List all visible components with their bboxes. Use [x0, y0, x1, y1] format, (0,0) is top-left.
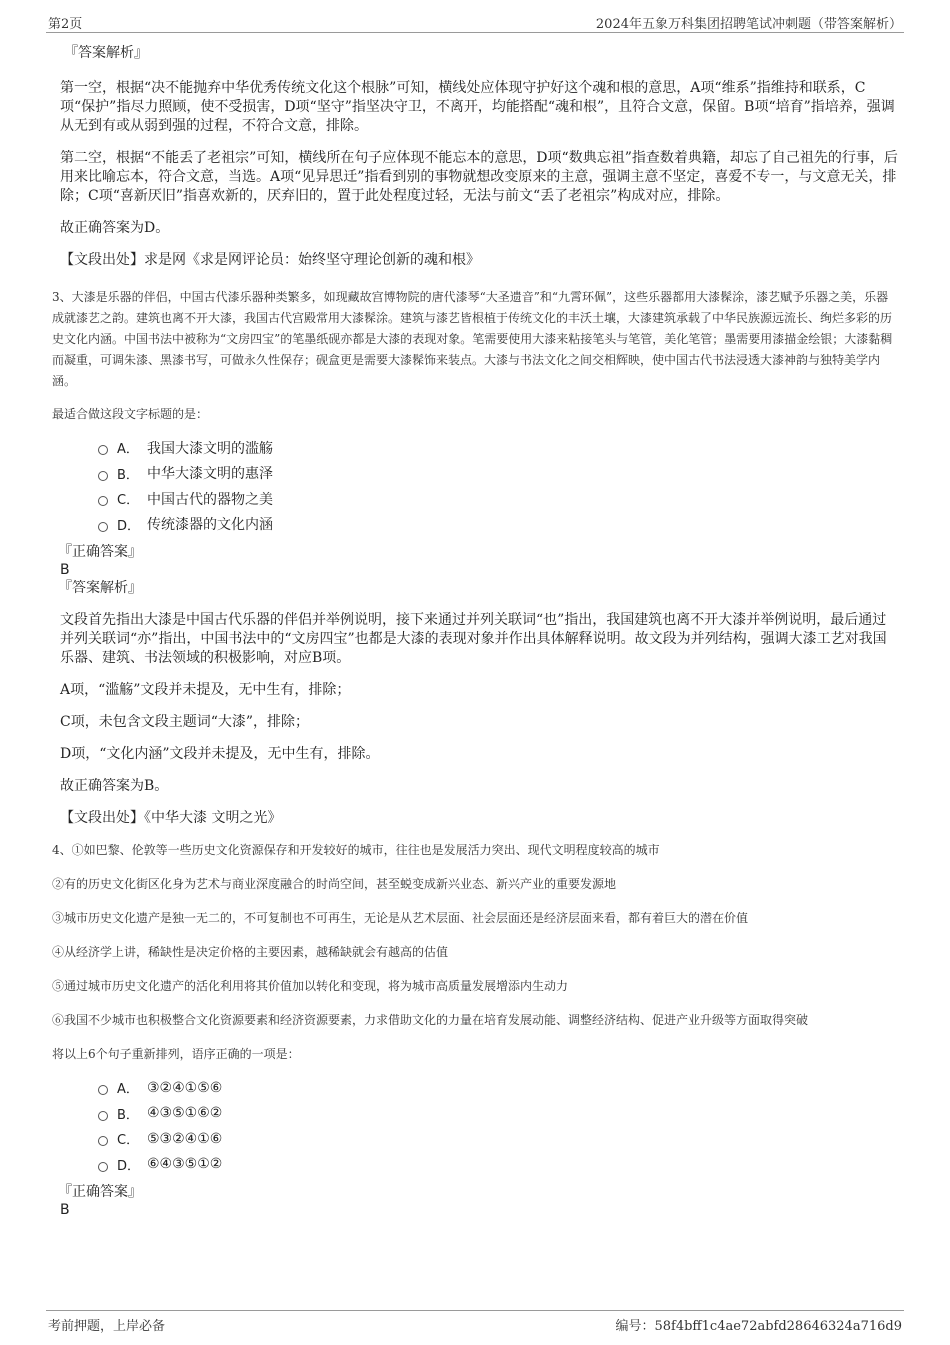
option-b[interactable]	[98, 461, 898, 487]
option-letter: A．	[117, 1082, 139, 1098]
option-letter: C．	[117, 1133, 140, 1149]
question-prompt: 最适合做这段文字标题的是：	[52, 407, 209, 421]
footer-slogan: 考前押题，上岸必备	[48, 1319, 166, 1334]
page-footer	[46, 1310, 904, 1337]
page-header	[46, 10, 904, 33]
option-a[interactable]	[98, 1075, 898, 1101]
sentence-item: ⑤通过城市历史文化遗产的活化利用将其价值加以转化和变现，将为城市高质量发展增添内生动力	[52, 979, 569, 993]
answer-options	[98, 435, 898, 537]
option-text: 我国大漆文明的滥觞	[147, 440, 273, 457]
radio-button[interactable]	[98, 522, 108, 532]
radio-button[interactable]	[98, 445, 108, 455]
option-text: 传统漆器的文化内涵	[147, 517, 273, 534]
radio-button[interactable]	[98, 496, 108, 506]
correct-answer-value: B	[60, 1202, 70, 1218]
option-text: ③②④①⑤⑥	[147, 1079, 223, 1096]
analysis-line: C项，未包含文段主题词“大漆”，排除；	[60, 714, 310, 730]
analysis-label: 『答案解析』	[58, 580, 142, 596]
option-letter: D．	[117, 518, 141, 534]
analysis-line: A项，“滥觞”文段并未提及，无中生有，排除；	[60, 682, 351, 698]
analysis-conclusion: 故正确答案为D。	[60, 220, 170, 236]
sentence-item: ②有的历史文化街区化身为艺术与商业深度融合的时尚空间，甚至蜕变成新兴业态、新兴产业的重要发源地	[52, 877, 617, 891]
option-letter: B．	[117, 467, 139, 483]
analysis-label: 『答案解析』	[64, 45, 148, 61]
document-code: 编号：58f4bff1c4ae72abfd28646324a716d9	[615, 1319, 902, 1334]
document-title: 2024年五象万科集团招聘笔试冲刺题（带答案解析）	[595, 17, 902, 32]
analysis-paragraph: 文段首先指出大漆是中国古代乐器的伴侣并举例说明，接下来通过并列关联词“也”指出，我国建筑也离不开大漆并举例说明，最后通过并列关联词“亦”指出，中国书法中的“文房四宝”也都是大漆的表现对象并作出具体解释说明。故文段为并列结构，强调大漆工艺对我国乐器、建筑、书法领域的积极影响，对应B项。	[60, 612, 887, 666]
analysis-conclusion: 故正确答案为B。	[60, 778, 169, 794]
option-b[interactable]	[98, 1101, 898, 1127]
option-c[interactable]	[98, 486, 898, 512]
option-letter: B．	[117, 1107, 139, 1123]
sentence-item: ⑥我国不少城市也积极整合文化资源要素和经济资源要素，力求借助文化的力量在培育发展动能、调整经济结构、促进产业升级等方面取得突破	[52, 1013, 809, 1027]
radio-button[interactable]	[98, 1111, 108, 1121]
radio-button[interactable]	[98, 471, 108, 481]
analysis-paragraph: 第二空，根据“不能丢了老祖宗”可知，横线所在句子应体现不能忘本的意思，D项“数典忘祖”指查数着典籍，却忘了自己祖先的行事，后用来比喻忘本，符合文意，当选。A项“见异思迁”指看到别的事物就想改变原来的主意，强调主意不坚定，喜爱不专一，与文意无关，排除；C项“喜新厌旧”指喜欢新的，厌弃旧的，置于此处程度过轻，无法与前文“丢了老祖宗”构成对应，排除。	[60, 150, 898, 204]
correct-answer-label: 『正确答案』	[58, 544, 142, 560]
option-letter: C．	[117, 493, 140, 509]
option-text: 中国古代的器物之美	[147, 491, 273, 508]
option-a[interactable]	[98, 435, 898, 461]
source-citation: 【文段出处】《中华大漆 文明之光》	[60, 810, 282, 826]
sentence-item: ③城市历史文化遗产是独一无二的，不可复制也不可再生，无论是从艺术层面、社会层面还是经济层面来看，都有着巨大的潜在价值	[52, 911, 749, 925]
radio-button[interactable]	[98, 1085, 108, 1095]
option-d[interactable]	[98, 1152, 898, 1178]
answer-options	[98, 1075, 898, 1177]
correct-answer-label: 『正确答案』	[58, 1184, 142, 1200]
correct-answer-value: B	[60, 562, 70, 578]
option-text: 中华大漆文明的惠泽	[147, 466, 273, 483]
radio-button[interactable]	[98, 1162, 108, 1172]
page-number: 第2页	[48, 17, 83, 32]
option-c[interactable]	[98, 1126, 898, 1152]
radio-button[interactable]	[98, 1136, 108, 1146]
analysis-paragraph: 第一空，根据“决不能抛弃中华优秀传统文化这个根脉”可知，横线处应体现守护好这个魂和根的意思，A项“维系”指维持和联系，C项“保护”指尽力照顾，使不受损害，D项“坚守”指坚决守卫，不离开，均能搭配“魂和根”，且符合文意，保留。B项“培育”指培养，强调从无到有或从弱到强的过程，不符合文意，排除。	[60, 80, 895, 134]
page-content	[52, 44, 898, 1219]
option-text: ⑥④③⑤①②	[147, 1156, 223, 1173]
option-d[interactable]	[98, 512, 898, 538]
question-prompt: 将以上6个句子重新排列，语序正确的一项是：	[52, 1047, 300, 1061]
source-citation: 【文段出处】求是网《求是网评论员：始终坚守理论创新的魂和根》	[60, 252, 480, 268]
sentence-item: ④从经济学上讲，稀缺性是决定价格的主要因素，越稀缺就会有越高的估值	[52, 945, 449, 959]
option-text: ④③⑤①⑥②	[147, 1105, 223, 1122]
question-passage: 3、大漆是乐器的伴侣，中国古代漆乐器种类繁多，如现藏故宫博物院的唐代漆琴“大圣遗音”和“九霄环佩”，这些乐器都用大漆髹涂，漆艺赋予乐器之美，乐器成就漆艺之韵。建筑也离不开大漆，我国古代宫殿常用大漆髹涂。建筑与漆艺皆根植于传统文化的丰沃土壤，大漆建筑承载了中华民族源远流长、绚烂多彩的历史文化内涵。中国书法中被称为“文房四宝”的笔墨纸砚亦都是大漆的表现对象。笔需要使用大漆来粘接笔头与笔管，美化笔管；墨需要用漆描金绘银；大漆黏稠而凝重，可调朱漆、黑漆书写，可做永久性保存；砚盒更是需要大漆髹饰来装点。大漆与书法文化之间交相辉映，使中国古代书法浸透大漆神韵与独特美学内涵。	[52, 290, 893, 388]
option-text: ⑤③②④①⑥	[147, 1130, 223, 1147]
sentence-item: 4、①如巴黎、伦敦等一些历史文化资源保存和开发较好的城市，往往也是发展活力突出、现代文明程度较高的城市	[52, 843, 660, 857]
option-letter: A．	[117, 442, 139, 458]
analysis-line: D项，“文化内涵”文段并未提及，无中生有，排除。	[60, 746, 380, 762]
option-letter: D．	[117, 1158, 141, 1174]
